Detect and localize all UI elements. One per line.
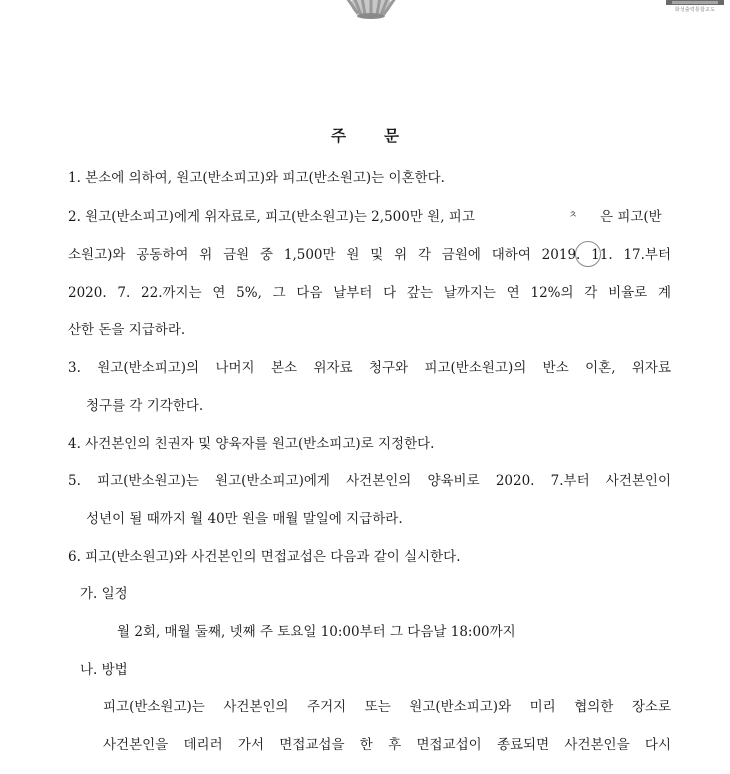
item-4: 4. 사건본인의 친권자 및 양육자를 원고(반소피고)로 지정한다. (68, 436, 435, 452)
circle-annotation (575, 241, 601, 267)
sub-item-na-line-2: 사건본인을 데리러 가서 면접교섭을 한 후 면접교섭이 종료되면 사건본인을 다시 (103, 737, 671, 753)
item-3-line-1: 3. 원고(반소피고)의 나머지 본소 위자료 청구와 피고(반소원고)의 반소 이혼, 위자료 (68, 360, 671, 376)
title-right: 문 (384, 126, 399, 145)
court-emblem-icon (336, 0, 406, 22)
sub-item-na-line-1: 피고(반소원고)는 사건본인의 주거지 또는 원고(반소피고)와 미리 협의한 장소로 (103, 699, 671, 715)
item-3-line-2: 청구를 각 기각한다. (86, 398, 204, 414)
sub-item-na-heading: 나. 방법 (80, 662, 128, 678)
item-2-line-1-tail: 은 피고(반 (600, 209, 662, 225)
handwritten-mark: ㅊ (568, 210, 578, 221)
sub-item-ga-body: 월 2회, 매월 둘째, 넷째 주 토요일 10:00부터 그 다음날 18:00까지 (117, 624, 516, 640)
item-2-line-3: 2020. 7. 22.까지는 연 5%, 그 다음 날부터 다 갚는 날까지는 연 12%의 각 비율로 계 (68, 285, 671, 301)
page-title (0, 124, 730, 146)
item-2-line-4: 산한 돈을 지급하라. (68, 322, 186, 338)
item-2-line-1: 2. 원고(반소피고)에게 위자료로, 피고(반소원고)는 2,500만 원, 피고 (68, 209, 475, 225)
item-5-line-2: 성년이 될 때까지 월 40만 원을 매월 말일에 지급하라. (86, 511, 403, 527)
item-6: 6. 피고(반소원고)와 사건본인의 면접교섭은 다음과 같이 실시한다. (68, 549, 461, 565)
court-logo-text: 화성출력통합교도 (674, 7, 716, 13)
item-1: 1. 본소에 의하여, 원고(반소피고)와 피고(반소원고)는 이혼한다. (68, 170, 445, 186)
title-left: 주 (331, 126, 346, 145)
sub-item-ga-heading: 가. 일정 (80, 586, 128, 602)
item-2-line-2: 소원고)와 공동하여 위 금원 중 1,500만 원 및 위 각 금원에 대하여 2019. 11. 17.부터 (68, 247, 671, 263)
item-5-line-1: 5. 피고(반소원고)는 원고(반소피고)에게 사건본인의 양육비로 2020. 7.부터 사건본인이 (68, 473, 671, 489)
